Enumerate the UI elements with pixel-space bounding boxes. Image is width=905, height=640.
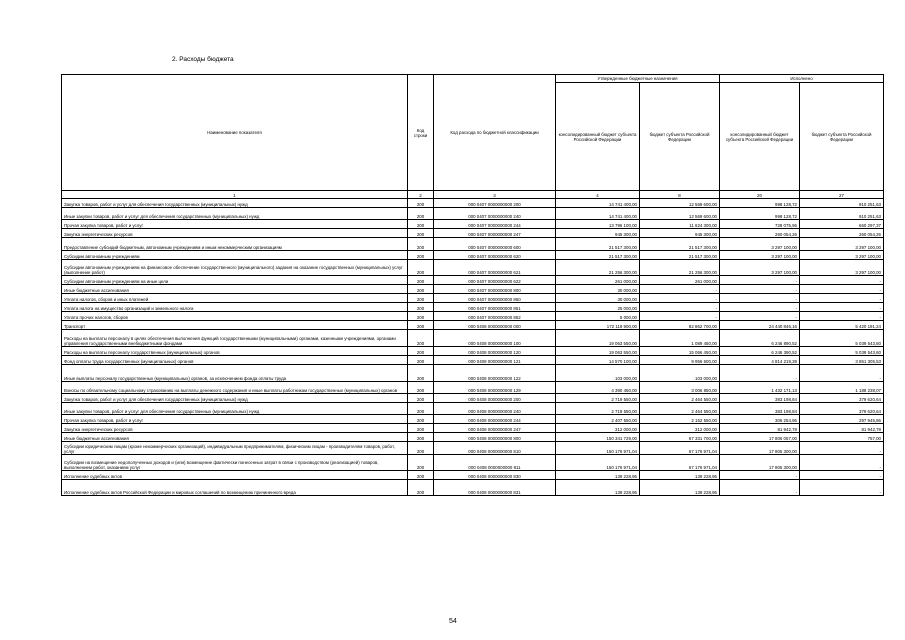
- row-line-code: 200: [408, 238, 434, 251]
- row-approved-subject: 103 000,00: [640, 365, 720, 382]
- row-executed-subject: -: [800, 480, 884, 496]
- row-executed-subject: -: [800, 365, 884, 382]
- header-executed: Исполнено: [720, 75, 884, 83]
- row-line-code: 200: [408, 394, 434, 403]
- row-approved-consolidated: 30 000,00: [556, 294, 640, 303]
- row-approved-consolidated: 103 000,00: [556, 365, 640, 382]
- row-approved-consolidated: 2 719 550,00: [556, 403, 640, 415]
- row-approved-subject: 139 228,96: [640, 480, 720, 496]
- row-name: Иные бюджетные ассигнования: [62, 285, 408, 294]
- row-approved-subject: 3 006 850,00: [640, 382, 720, 394]
- row-approved-consolidated: 172 119 900,00: [556, 321, 640, 330]
- row-executed-consolidated: 3 297 100,00: [720, 251, 800, 260]
- table-row: [62, 199, 884, 208]
- row-approved-subject: 67 331 700,00: [640, 433, 720, 442]
- table-row: [62, 285, 884, 294]
- header-line-code: Код строки: [408, 75, 434, 191]
- row-class-code: 000 0407 0000000000 200: [434, 199, 556, 208]
- row-executed-consolidated: -: [720, 285, 800, 294]
- row-class-code: 000 0408 0000000000 000: [434, 321, 556, 330]
- row-executed-subject: 3 297 100,00: [800, 238, 884, 251]
- row-executed-consolidated: -: [720, 303, 800, 312]
- row-approved-subject: 21 256 300,00: [640, 260, 720, 276]
- row-name: Расходы на выплаты персоналу в целях обеспечения выполнения функций государственными (муниципальными) органами, казенными учреждениями, органами управления государственными внебюджетными фондами: [62, 330, 408, 347]
- header-approved-subject: бюджет субъекта Российской Федерации: [640, 83, 720, 191]
- row-line-code: 200: [408, 356, 434, 365]
- row-line-code: 200: [408, 424, 434, 433]
- row-class-code: 000 0408 0000000000 121: [434, 356, 556, 365]
- row-approved-consolidated: 14 570 100,00: [556, 356, 640, 365]
- row-executed-consolidated: 260 054,26: [720, 229, 800, 238]
- row-executed-subject: 3 297 100,00: [800, 251, 884, 260]
- row-executed-consolidated: -: [720, 294, 800, 303]
- header-class-code: Код расхода по бюджетной классификации: [434, 75, 556, 191]
- row-executed-consolidated: 3 297 100,00: [720, 238, 800, 251]
- row-approved-consolidated: 14 741 400,00: [556, 208, 640, 220]
- row-executed-consolidated: -: [720, 480, 800, 496]
- col-number: 27: [800, 191, 884, 199]
- row-approved-consolidated: 5 000,00: [556, 312, 640, 321]
- row-executed-subject: 297 945,86: [800, 415, 884, 424]
- row-executed-consolidated: -: [720, 365, 800, 382]
- row-class-code: 000 0408 0000000000 100: [434, 330, 556, 347]
- row-line-code: 200: [408, 365, 434, 382]
- row-name: Субсидии автономным учреждениям на иные цели: [62, 276, 408, 285]
- row-class-code: 000 0407 0000000000 800: [434, 285, 556, 294]
- row-class-code: 000 0408 0000000000 120: [434, 347, 556, 356]
- table-row: [62, 321, 884, 330]
- row-approved-subject: 15 066 450,00: [640, 347, 720, 356]
- row-class-code: 000 0407 0000000000 851: [434, 303, 556, 312]
- row-line-code: 200: [408, 260, 434, 276]
- row-executed-consolidated: 6 246 890,52: [720, 330, 800, 347]
- row-line-code: 200: [408, 330, 434, 347]
- table-row: [62, 330, 884, 347]
- row-executed-consolidated: 383 198,84: [720, 394, 800, 403]
- row-executed-consolidated: 3 297 100,00: [720, 260, 800, 276]
- table-row: [62, 238, 884, 251]
- row-approved-subject: 21 517 300,00: [640, 251, 720, 260]
- header-approved: Утвержденные бюджетные назначения: [556, 75, 720, 83]
- row-executed-subject: -: [800, 303, 884, 312]
- row-class-code: 000 0407 0000000000 622: [434, 276, 556, 285]
- row-approved-consolidated: 21 517 300,00: [556, 251, 640, 260]
- row-executed-consolidated: 998 128,72: [720, 199, 800, 208]
- col-number: 8: [640, 191, 720, 199]
- row-approved-subject: 11 624 300,00: [640, 220, 720, 229]
- table-row: [62, 303, 884, 312]
- row-executed-subject: 5 420 191,24: [800, 321, 884, 330]
- row-approved-subject: 67 176 971,04: [640, 455, 720, 471]
- row-line-code: 200: [408, 312, 434, 321]
- row-class-code: 000 0407 0000000000 600: [434, 238, 556, 251]
- header-name: Наименование показателя: [62, 75, 408, 191]
- row-approved-subject: 9 956 600,00: [640, 356, 720, 365]
- row-line-code: 200: [408, 433, 434, 442]
- row-class-code: 000 0407 0000000000 850: [434, 294, 556, 303]
- col-number: 20: [720, 191, 800, 199]
- row-approved-consolidated: 261 000,00: [556, 276, 640, 285]
- row-line-code: 200: [408, 303, 434, 312]
- row-name: Предоставление субсидий бюджетным, автономным учреждениям и иным некоммерческим организациям: [62, 238, 408, 251]
- table-row: [62, 260, 884, 276]
- row-approved-consolidated: 30 000,00: [556, 285, 640, 294]
- row-executed-consolidated: 383 198,84: [720, 403, 800, 415]
- table-row: [62, 294, 884, 303]
- row-executed-subject: -: [800, 285, 884, 294]
- section-title: 2. Расходы бюджета: [172, 56, 234, 63]
- table-row: [62, 382, 884, 394]
- row-name: Иные выплаты персоналу государственных (муниципальных) органов, за исключением фонда оплаты труда: [62, 365, 408, 382]
- row-line-code: 200: [408, 442, 434, 455]
- row-approved-subject: -: [640, 312, 720, 321]
- row-approved-subject: 12 569 600,00: [640, 199, 720, 208]
- row-executed-consolidated: -: [720, 276, 800, 285]
- row-approved-subject: 2 464 550,00: [640, 394, 720, 403]
- row-approved-subject: 21 517 300,00: [640, 238, 720, 251]
- row-name: Исполнение судебных актов Российской Федерации и мировых соглашений по возмещению причиненного вреда: [62, 480, 408, 496]
- row-name: Субсидии юридическим лицам (кроме некоммерческих организаций), индивидуальным предпринимателям, физическим лицам - производителям товаров, работ, услуг: [62, 442, 408, 455]
- row-executed-subject: -: [800, 312, 884, 321]
- row-executed-subject: 660 297,37: [800, 220, 884, 229]
- row-line-code: 200: [408, 471, 434, 480]
- table-row: [62, 471, 884, 480]
- row-approved-consolidated: 21 256 300,00: [556, 260, 640, 276]
- row-executed-subject: 5 039 543,60: [800, 330, 884, 347]
- row-name: Транспорт: [62, 321, 408, 330]
- row-line-code: 200: [408, 455, 434, 471]
- row-approved-subject: 2 152 550,00: [640, 415, 720, 424]
- row-approved-subject: 312 000,00: [640, 424, 720, 433]
- col-number: 2: [408, 191, 434, 199]
- table-row: [62, 251, 884, 260]
- row-executed-consolidated: 17 805 300,00: [720, 455, 800, 471]
- row-executed-consolidated: 728 075,96: [720, 220, 800, 229]
- row-class-code: 000 0407 0000000000 620: [434, 251, 556, 260]
- table-row: [62, 424, 884, 433]
- row-approved-subject: 2 464 550,00: [640, 403, 720, 415]
- row-class-code: 000 0408 0000000000 800: [434, 433, 556, 442]
- table-row: [62, 312, 884, 321]
- row-executed-consolidated: 17 806 057,00: [720, 433, 800, 442]
- row-executed-subject: 379 620,64: [800, 403, 884, 415]
- row-name: Прочая закупка товаров, работ и услуг: [62, 220, 408, 229]
- row-approved-consolidated: 139 228,96: [556, 480, 640, 496]
- row-approved-consolidated: 4 390 450,00: [556, 382, 640, 394]
- row-approved-subject: -: [640, 294, 720, 303]
- row-class-code: 000 0408 0000000000 122: [434, 365, 556, 382]
- row-line-code: 200: [408, 229, 434, 238]
- table-row: [62, 394, 884, 403]
- table-row: [62, 208, 884, 220]
- row-name: Закупка товаров, работ и услуг для обеспечения государственных (муниципальных) нужд: [62, 394, 408, 403]
- row-approved-consolidated: 2 407 550,00: [556, 415, 640, 424]
- table-row: [62, 480, 884, 496]
- row-approved-consolidated: 312 000,00: [556, 424, 640, 433]
- row-line-code: 200: [408, 382, 434, 394]
- row-line-code: 200: [408, 415, 434, 424]
- row-approved-subject: 12 569 600,00: [640, 208, 720, 220]
- row-approved-consolidated: 2 719 550,00: [556, 394, 640, 403]
- row-line-code: 200: [408, 285, 434, 294]
- table-row: [62, 356, 884, 365]
- row-executed-consolidated: 4 814 219,39: [720, 356, 800, 365]
- row-class-code: 000 0407 0000000000 852: [434, 312, 556, 321]
- row-name: Субсидии автономным учреждениям: [62, 251, 408, 260]
- row-class-code: 000 0408 0000000000 810: [434, 442, 556, 455]
- row-approved-consolidated: 150 176 971,04: [556, 442, 640, 455]
- row-name: Субсидии автономным учреждениям на финансовое обеспечение государственного (муниципального) задания на оказание государственных (муниципальных) услуг (выполнение работ): [62, 260, 408, 276]
- row-name: Иные закупки товаров, работ и услуг для обеспечения государственных (муниципальных) нужд: [62, 403, 408, 415]
- row-class-code: 000 0407 0000000000 244: [434, 220, 556, 229]
- row-class-code: 000 0407 0000000000 247: [434, 229, 556, 238]
- row-executed-subject: -: [800, 442, 884, 455]
- row-approved-consolidated: 139 228,96: [556, 471, 640, 480]
- row-name: Взносы по обязательному социальному страхованию на выплаты денежного содержания и иные выплаты работникам государственных (муниципальных) органов: [62, 382, 408, 394]
- row-executed-subject: -: [800, 294, 884, 303]
- row-name: Закупка энергетических ресурсов: [62, 229, 408, 238]
- row-executed-subject: 1 188 238,07: [800, 382, 884, 394]
- row-line-code: 200: [408, 294, 434, 303]
- row-executed-consolidated: 17 805 300,00: [720, 442, 800, 455]
- header-approved-consolidated: консолидированный бюджет субъекта Российской Федерации: [556, 83, 640, 191]
- row-executed-subject: 3 851 305,53: [800, 356, 884, 365]
- row-line-code: 200: [408, 220, 434, 229]
- row-class-code: 000 0407 0000000000 621: [434, 260, 556, 276]
- table-row: [62, 347, 884, 356]
- row-executed-subject: -: [800, 455, 884, 471]
- row-class-code: 000 0407 0000000000 240: [434, 208, 556, 220]
- row-executed-subject: 757,00: [800, 433, 884, 442]
- page-number: 54: [449, 618, 457, 625]
- row-name: Уплата налогов, сборов и иных платежей: [62, 294, 408, 303]
- row-name: Уплата налога на имущество организаций и земельного налога: [62, 303, 408, 312]
- row-line-code: 200: [408, 403, 434, 415]
- row-approved-consolidated: 945 300,00: [556, 229, 640, 238]
- row-line-code: 200: [408, 276, 434, 285]
- row-approved-consolidated: 150 176 971,04: [556, 455, 640, 471]
- row-class-code: 000 0408 0000000000 129: [434, 382, 556, 394]
- row-name: Исполнение судебных актов: [62, 471, 408, 480]
- row-name: Иные закупки товаров, работ и услуг для обеспечения государственных (муниципальных) нужд: [62, 208, 408, 220]
- row-executed-consolidated: -: [720, 312, 800, 321]
- row-line-code: 200: [408, 480, 434, 496]
- row-approved-subject: 82 862 700,00: [640, 321, 720, 330]
- table-row: [62, 433, 884, 442]
- row-executed-consolidated: 1 432 171,13: [720, 382, 800, 394]
- row-class-code: 000 0408 0000000000 244: [434, 415, 556, 424]
- row-class-code: 000 0408 0000000000 831: [434, 480, 556, 496]
- row-approved-consolidated: 14 741 400,00: [556, 199, 640, 208]
- row-approved-consolidated: 13 796 100,00: [556, 220, 640, 229]
- row-approved-subject: -: [640, 285, 720, 294]
- row-executed-consolidated: 24 440 846,16: [720, 321, 800, 330]
- row-executed-subject: 81 942,78: [800, 424, 884, 433]
- row-line-code: 200: [408, 208, 434, 220]
- row-line-code: 200: [408, 251, 434, 260]
- header-executed-subject: бюджет субъекта Российской Федерации: [800, 83, 884, 191]
- row-class-code: 000 0408 0000000000 200: [434, 394, 556, 403]
- row-executed-subject: 5 039 543,60: [800, 347, 884, 356]
- table-row: [62, 276, 884, 285]
- row-approved-subject: 261 000,00: [640, 276, 720, 285]
- row-name: Субсидии на возмещение недополученных доходов и (или) возмещение фактически понесенных затрат в связи с производством (реализацией) товаров, выполнением работ, оказанием услуг: [62, 455, 408, 471]
- row-approved-subject: 139 228,96: [640, 471, 720, 480]
- row-approved-consolidated: 19 063 550,00: [556, 330, 640, 347]
- table-row: [62, 403, 884, 415]
- table-row: [62, 229, 884, 238]
- table-row: [62, 442, 884, 455]
- row-executed-consolidated: 306 254,96: [720, 415, 800, 424]
- row-class-code: 000 0408 0000000000 811: [434, 455, 556, 471]
- row-line-code: 200: [408, 347, 434, 356]
- table-row: [62, 455, 884, 471]
- row-class-code: 000 0408 0000000000 830: [434, 471, 556, 480]
- row-executed-consolidated: 81 942,78: [720, 424, 800, 433]
- col-number: 4: [556, 191, 640, 199]
- row-name: Уплата прочих налогов, сборов: [62, 312, 408, 321]
- row-name: Закупка товаров, работ и услуг для обеспечения государственных (муниципальных) нужд: [62, 199, 408, 208]
- row-approved-consolidated: 150 341 729,00: [556, 433, 640, 442]
- row-name: Прочая закупка товаров, работ и услуг: [62, 415, 408, 424]
- row-name: Расходы на выплаты персоналу государственных (муниципальных) органов: [62, 347, 408, 356]
- row-approved-subject: -: [640, 303, 720, 312]
- row-line-code: 200: [408, 199, 434, 208]
- row-class-code: 000 0408 0000000000 247: [434, 424, 556, 433]
- table-row: [62, 415, 884, 424]
- row-executed-subject: -: [800, 471, 884, 480]
- row-approved-subject: 945 300,00: [640, 229, 720, 238]
- row-executed-consolidated: -: [720, 471, 800, 480]
- row-executed-subject: 379 620,64: [800, 394, 884, 403]
- row-approved-subject: 67 176 971,04: [640, 442, 720, 455]
- header-executed-consolidated: консолидированный бюджет субъекта Российской Федерации: [720, 83, 800, 191]
- row-approved-consolidated: 19 063 550,00: [556, 347, 640, 356]
- row-executed-subject: 3 297 100,00: [800, 260, 884, 276]
- budget-table: [61, 74, 884, 496]
- table-row: [62, 365, 884, 382]
- row-executed-consolidated: 998 128,72: [720, 208, 800, 220]
- table-row: [62, 220, 884, 229]
- row-approved-consolidated: 25 000,00: [556, 303, 640, 312]
- row-executed-subject: 910 251,63: [800, 208, 884, 220]
- row-executed-subject: -: [800, 276, 884, 285]
- row-class-code: 000 0408 0000000000 240: [434, 403, 556, 415]
- row-approved-consolidated: 21 517 300,00: [556, 238, 640, 251]
- row-executed-subject: 260 054,26: [800, 229, 884, 238]
- row-approved-subject: 1 089 450,00: [640, 330, 720, 347]
- col-number: 3: [434, 191, 556, 199]
- row-name: Закупка энергетических ресурсов: [62, 424, 408, 433]
- row-executed-consolidated: 6 246 390,52: [720, 347, 800, 356]
- col-number: 1: [62, 191, 408, 199]
- row-line-code: 200: [408, 321, 434, 330]
- row-name: Иные бюджетные ассигнования: [62, 433, 408, 442]
- row-executed-subject: 910 251,63: [800, 199, 884, 208]
- row-name: Фонд оплаты труда государственных (муниципальных) органов: [62, 356, 408, 365]
